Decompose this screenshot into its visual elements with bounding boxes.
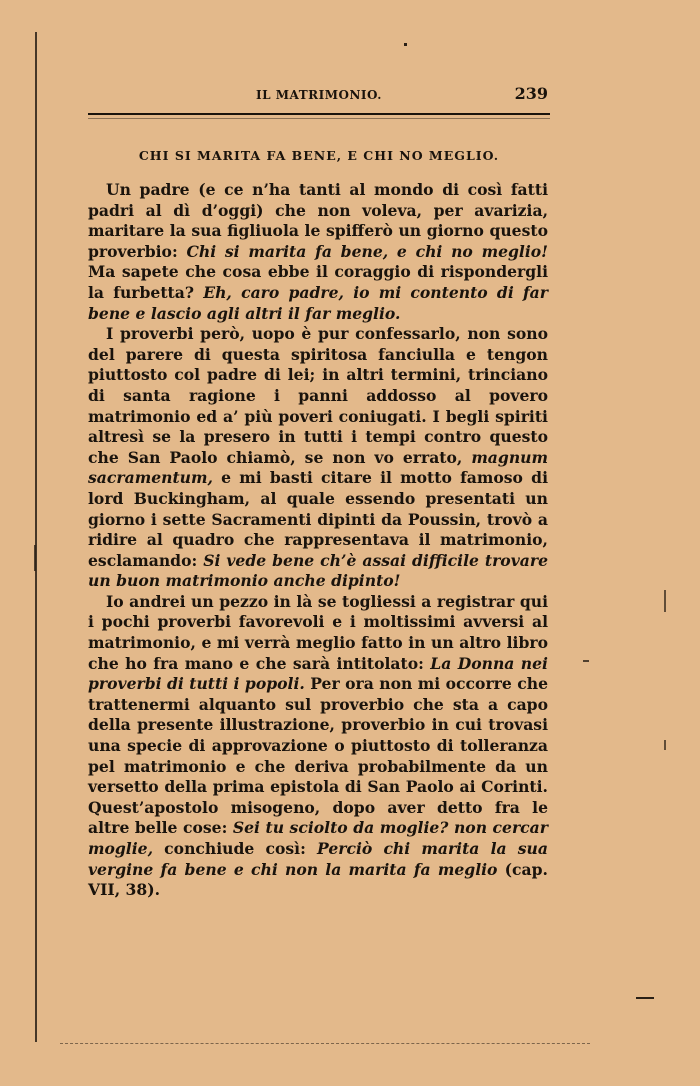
scan-speck — [404, 43, 407, 46]
scan-speck — [664, 590, 666, 612]
page-gutter-edge — [35, 32, 37, 1042]
bottom-scan-rule — [60, 1043, 590, 1044]
running-head — [88, 84, 550, 108]
paragraph-1 — [88, 180, 548, 324]
scan-speck — [664, 740, 666, 750]
page-number: 239 — [514, 84, 548, 103]
body-text — [88, 180, 548, 901]
italic-text-segment: Eh, caro padre, io mi contento di far bene e lascio agli altri il far meglio. — [88, 282, 548, 323]
italic-text-segment: La Donna nei proverbi di tutti i popoli. — [88, 653, 548, 694]
text-segment: e mi basti citare il motto famoso di lord Buckingham, al quale essendo presentati un giorno i sette Sacramenti dipinti da Poussin, trovò a ridire al quadro che rappresentava il matrimonio, esclamando: — [88, 468, 548, 570]
italic-text-segment: Si vede bene ch’è assai difficile trovare un buon matrimonio anche dipinto! — [88, 550, 548, 591]
italic-text-segment: magnum sacramentum, — [88, 447, 548, 488]
paragraph-3 — [88, 592, 548, 901]
text-segment: (cap. VII, 38). — [88, 859, 548, 900]
italic-text-segment: Sei tu sciolto da moglie? non cercar moglie, — [88, 818, 548, 858]
text-segment: Un padre (e ce n’ha tanti al mondo di così fatti padri al dì d’oggi) che non voleva, per avarizia, maritare la sua figliuola le spifferò un giorno questo proverbio: — [88, 180, 548, 261]
header-rule — [88, 113, 550, 115]
italic-text-segment: Chi si marita fa bene, e chi no meglio! — [186, 241, 548, 261]
text-segment: Ma sapete che cosa ebbe il coraggio di rispondergli la furbetta? — [88, 262, 548, 302]
text-segment: conchiude così: — [153, 839, 318, 858]
section-title: CHI SI MARITA FA BENE, E CHI NO MEGLIO. — [138, 148, 500, 163]
header-rule-thin — [88, 118, 550, 119]
scan-speck — [34, 545, 36, 571]
italic-text-segment: Perciò chi marita la sua vergine fa bene e chi non la marita fa meglio — [88, 839, 548, 879]
text-segment: Per ora non mi occorre che trattenermi alquanto sul proverbio che sta a capo della presente illustrazione, proverbio in cui trovasi una specie di approvazione o piuttosto di tolleranza pel matrimonio e che deriva probabilmente da un versetto della prima epistola di San Paolo ai Corinti. Quest’apostolo misogeno, dopo aver detto fra le altre belle cose: — [88, 674, 548, 838]
running-title: IL MATRIMONIO. — [256, 88, 382, 102]
text-segment: Io andrei un pezzo in là se togliessi a registrar qui i pochi proverbi favorevoli e i moltissimi avversi al matrimonio, e mi verrà meglio fatto in un altro libro che ho fra mano e che sarà intitolato: — [88, 591, 548, 673]
paragraph-2 — [88, 324, 548, 592]
scan-speck — [636, 997, 654, 999]
text-segment: I proverbi però, uopo è pur confessarlo, non sono del parere di questa spiritosa fanciulla e tengon piuttosto col padre di lei; in altri termini, trinciano di santa ragione i panni addosso al povero matrimonio ed a’ più poveri coniugati. I begli spiriti altresì se la presero in tutti i tempi contro questo che San Paolo chiamò, se non vo errato, — [88, 324, 548, 467]
scan-speck — [583, 660, 589, 662]
